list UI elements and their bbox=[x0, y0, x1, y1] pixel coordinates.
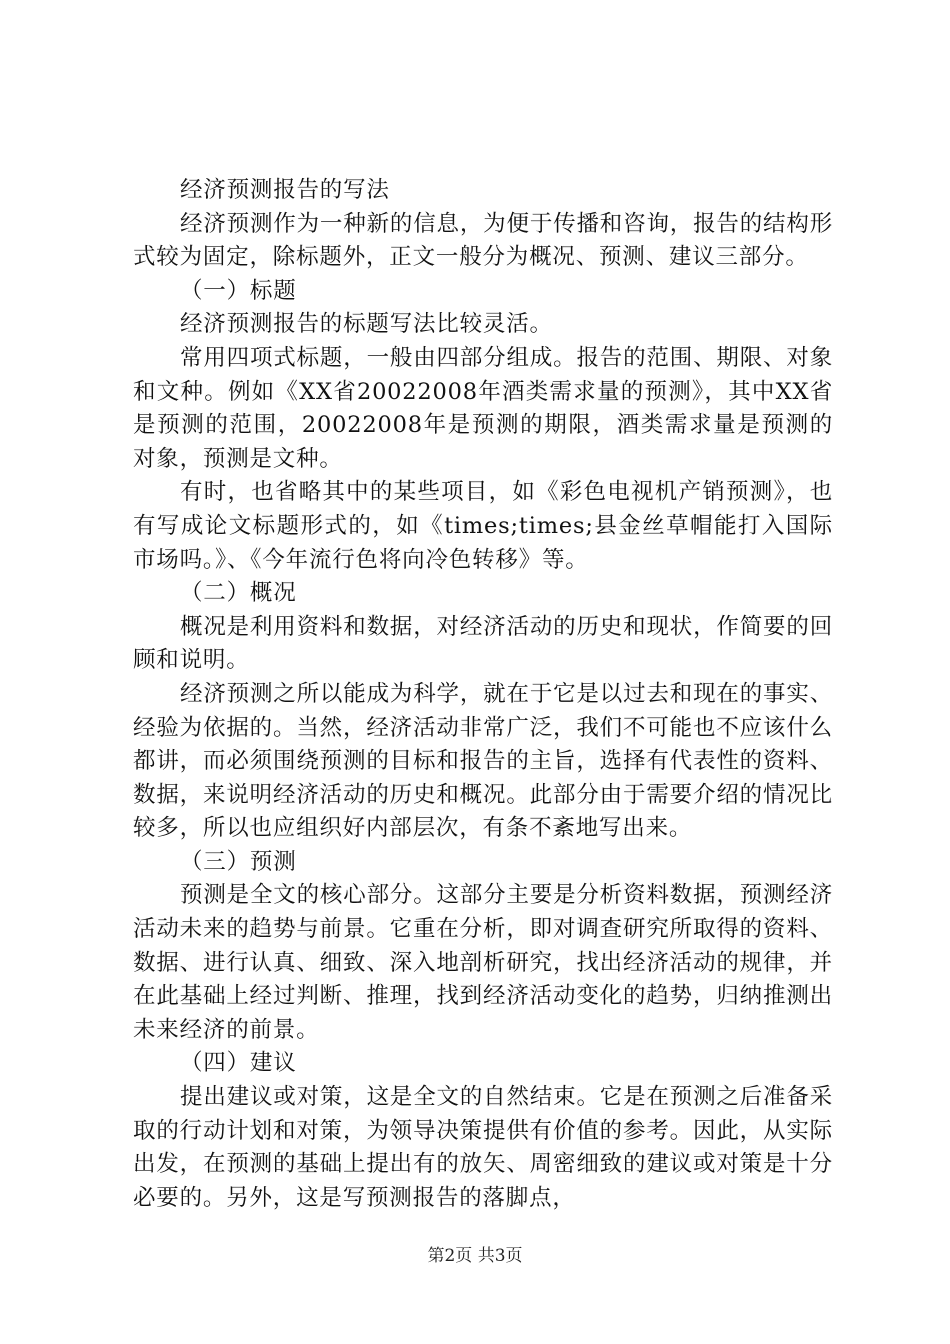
section-heading-suggestions: （四）建议 bbox=[180, 1050, 297, 1077]
suggestions-paragraph: 提出建议或对策，这是全文的自然结束。它是在预测之后准备采取的行动计划和对策，为领导决策提供有价值的参考。因此，从实际出发，在预测的基础上提出有的放矢、周密细致的建议或对策是十分必要的。另外，这是写预测报告的落脚点， bbox=[133, 1084, 833, 1211]
section-heading-title: （一）标题 bbox=[180, 277, 297, 304]
title-paragraph-1: 经济预测报告的标题写法比较灵活。 bbox=[180, 311, 553, 338]
forecast-paragraph: 预测是全文的核心部分。这部分主要是分析资料数据，预测经济活动未来的趋势与前景。它重在分析，即对调查研究所取得的资料、数据、进行认真、细致、深入地剖析研究，找出经济活动的规律，并在此基础上经过判断、推理，找到经济活动变化的趋势，归纳推测出未来经济的前景。 bbox=[133, 882, 833, 1043]
overview-paragraph-2: 经济预测之所以能成为科学，就在于它是以过去和现在的事实、经验为依据的。当然，经济活动非常广泛，我们不可能也不应该什么都讲，而必须围绕预测的目标和报告的主旨，选择有代表性的资料、数据，来说明经济活动的历史和概况。此部分由于需要介绍的情况比较多，所以也应组织好内部层次，有条不紊地写出来。 bbox=[133, 680, 833, 842]
page-number-footer: 第2页 共3页 bbox=[427, 1246, 523, 1266]
section-heading-overview: （二）概况 bbox=[180, 580, 297, 607]
section-heading-forecast: （三）预测 bbox=[180, 848, 297, 875]
title-paragraph-2: 常用四项式标题，一般由四部分组成。报告的范围、期限、对象和文种。例如《XX省20022008年酒类需求量的预测》，其中XX省是预测的范围，20022008年是预测的期限，酒类需求量是预测的对象，预测是文种。 bbox=[133, 344, 833, 472]
document-title: 经济预测报告的写法 bbox=[180, 177, 390, 203]
intro-paragraph: 经济预测作为一种新的信息，为便于传播和咨询，报告的结构形式较为固定，除标题外，正文一般分为概况、预测、建议三部分。 bbox=[133, 210, 833, 271]
title-paragraph-3: 有时，也省略其中的某些项目，如《彩色电视机产销预测》，也有写成论文标题形式的，如《times;times;县金丝草帽能打入国际市场吗。》、《今年流行色将向冷色转移》等。 bbox=[133, 479, 833, 573]
document-body bbox=[133, 174, 833, 1215]
overview-paragraph-1: 概况是利用资料和数据，对经济活动的历史和现状，作简要的回顾和说明。 bbox=[133, 613, 833, 674]
